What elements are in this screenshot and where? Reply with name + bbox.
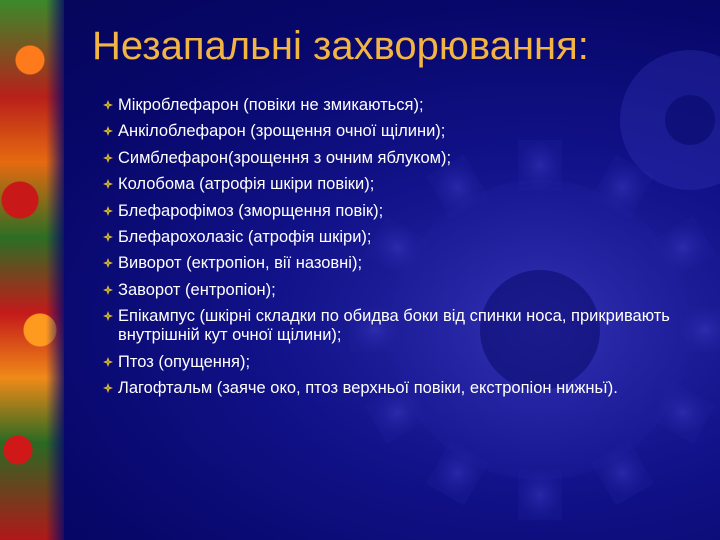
- list-item-text: Блефарохолазіс (атрофія шкіри);: [118, 227, 372, 246]
- list-item-text: Лагофтальм (заяче око, птоз верхньої повіки, екстропіон нижньї).: [118, 379, 618, 398]
- list-item-text: Блефарофімоз (зморщення повік);: [118, 201, 384, 220]
- sparkle-bullet-icon: [103, 383, 113, 393]
- list-item-text: Анкілоблефарон (зрощення очної щілини);: [118, 122, 446, 141]
- list-item: [103, 353, 673, 372]
- list-item: [103, 149, 673, 168]
- sparkle-bullet-icon: [103, 179, 113, 189]
- sparkle-bullet-icon: [103, 126, 113, 136]
- sparkle-bullet-icon: [103, 258, 113, 268]
- list-item-text: Виворот (ектропіон, вії назовні);: [118, 254, 363, 273]
- list-item: [103, 228, 673, 247]
- list-item: [103, 254, 673, 273]
- sparkle-bullet-icon: [103, 285, 113, 295]
- list-item-text: Птоз (опущення);: [118, 352, 251, 371]
- list-item: [103, 122, 673, 141]
- list-item: [103, 281, 673, 300]
- list-item: [103, 202, 673, 221]
- list-item: [103, 175, 673, 194]
- page-title: Незапальні захворювання:: [92, 24, 589, 68]
- list-item: [103, 96, 673, 115]
- list-item-text: Епікампус (шкірні складки по обидва боки від спинки носа, прикривають внутрішній кут очної щілини);: [118, 307, 670, 345]
- list-item-text: Мікроблефарон (повіки не змикаються);: [118, 96, 424, 114]
- list-item: [103, 379, 673, 398]
- sparkle-bullet-icon: [103, 232, 113, 242]
- disease-list: [103, 96, 673, 406]
- sparkle-bullet-icon: [103, 311, 113, 321]
- list-item-text: Заворот (ентропіон);: [118, 280, 276, 299]
- sparkle-bullet-icon: [103, 100, 113, 110]
- list-item-text: Симблефарон(зрощення з очним яблуком);: [118, 148, 452, 167]
- list-item-text: Колобома (атрофія шкіри повіки);: [118, 175, 375, 194]
- sparkle-bullet-icon: [103, 357, 113, 367]
- sparkle-bullet-icon: [103, 153, 113, 163]
- sparkle-bullet-icon: [103, 206, 113, 216]
- list-item: [103, 307, 673, 345]
